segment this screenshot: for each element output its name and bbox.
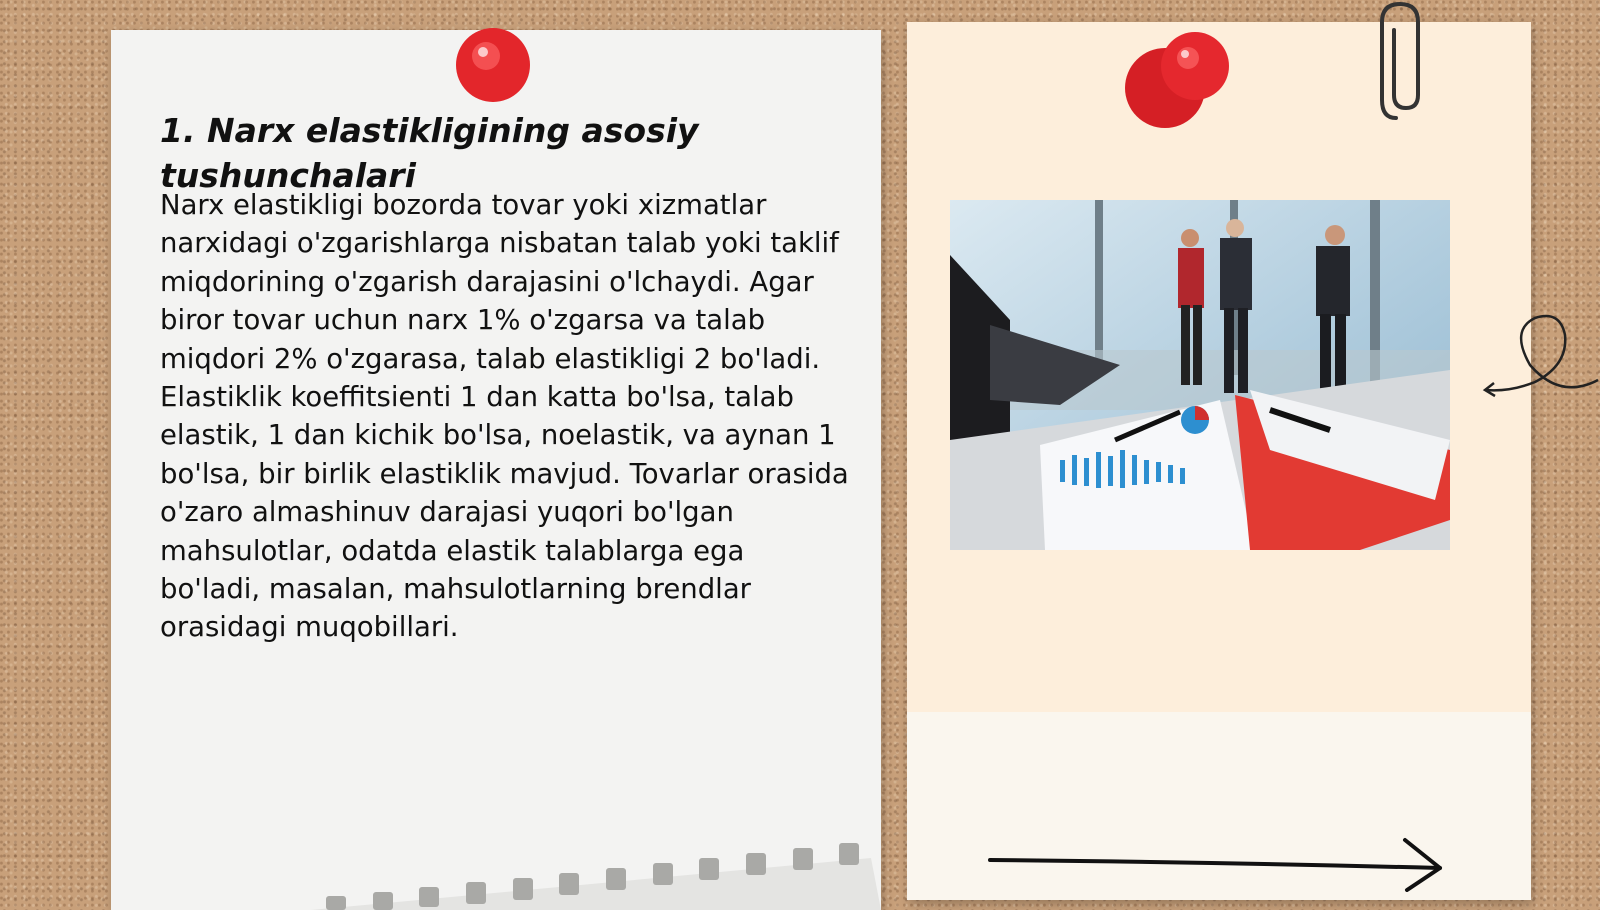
- right-arrow-icon: [985, 832, 1445, 892]
- business-meeting-photo: [950, 200, 1450, 550]
- push-pin-icon: [450, 22, 536, 108]
- push-pin-icon: [1120, 28, 1240, 138]
- paperclip-icon: [1378, 0, 1428, 125]
- slide-title: 1. Narx elastikligining asosiy tushunchalari: [160, 111, 699, 195]
- left-note-paper: [111, 30, 881, 910]
- torn-edge-decoration: [111, 800, 881, 910]
- curly-arrow-icon: [1480, 310, 1600, 400]
- slide-paragraph: Narx elastikligi bozorda tovar yoki xizmatlar narxidagi o'zgarishlarga nisbatan talab yoki taklif miqdorining o'zgarish darajasini o'lchaydi. Agar biror tovar uchun narx 1% o'zgarsa va talab miqdori 2% o'zgarasa, talab elastikligi 2 bo'ladi. Elastiklik koeffitsienti 1 dan katta bo'lsa, talab elastik, 1 dan kichik bo'lsa, noelastik, va aynan 1 bo'lsa, bir birlik elastiklik mavjud. Tovarlar orasida o'zaro almashinuv darajasi yuqori bo'lgan mahsulotlar, odatda elastik talablarga ega bo'ladi, masalan, mahsulotlarning brendlar orasidagi muqobillari.: [160, 189, 849, 644]
